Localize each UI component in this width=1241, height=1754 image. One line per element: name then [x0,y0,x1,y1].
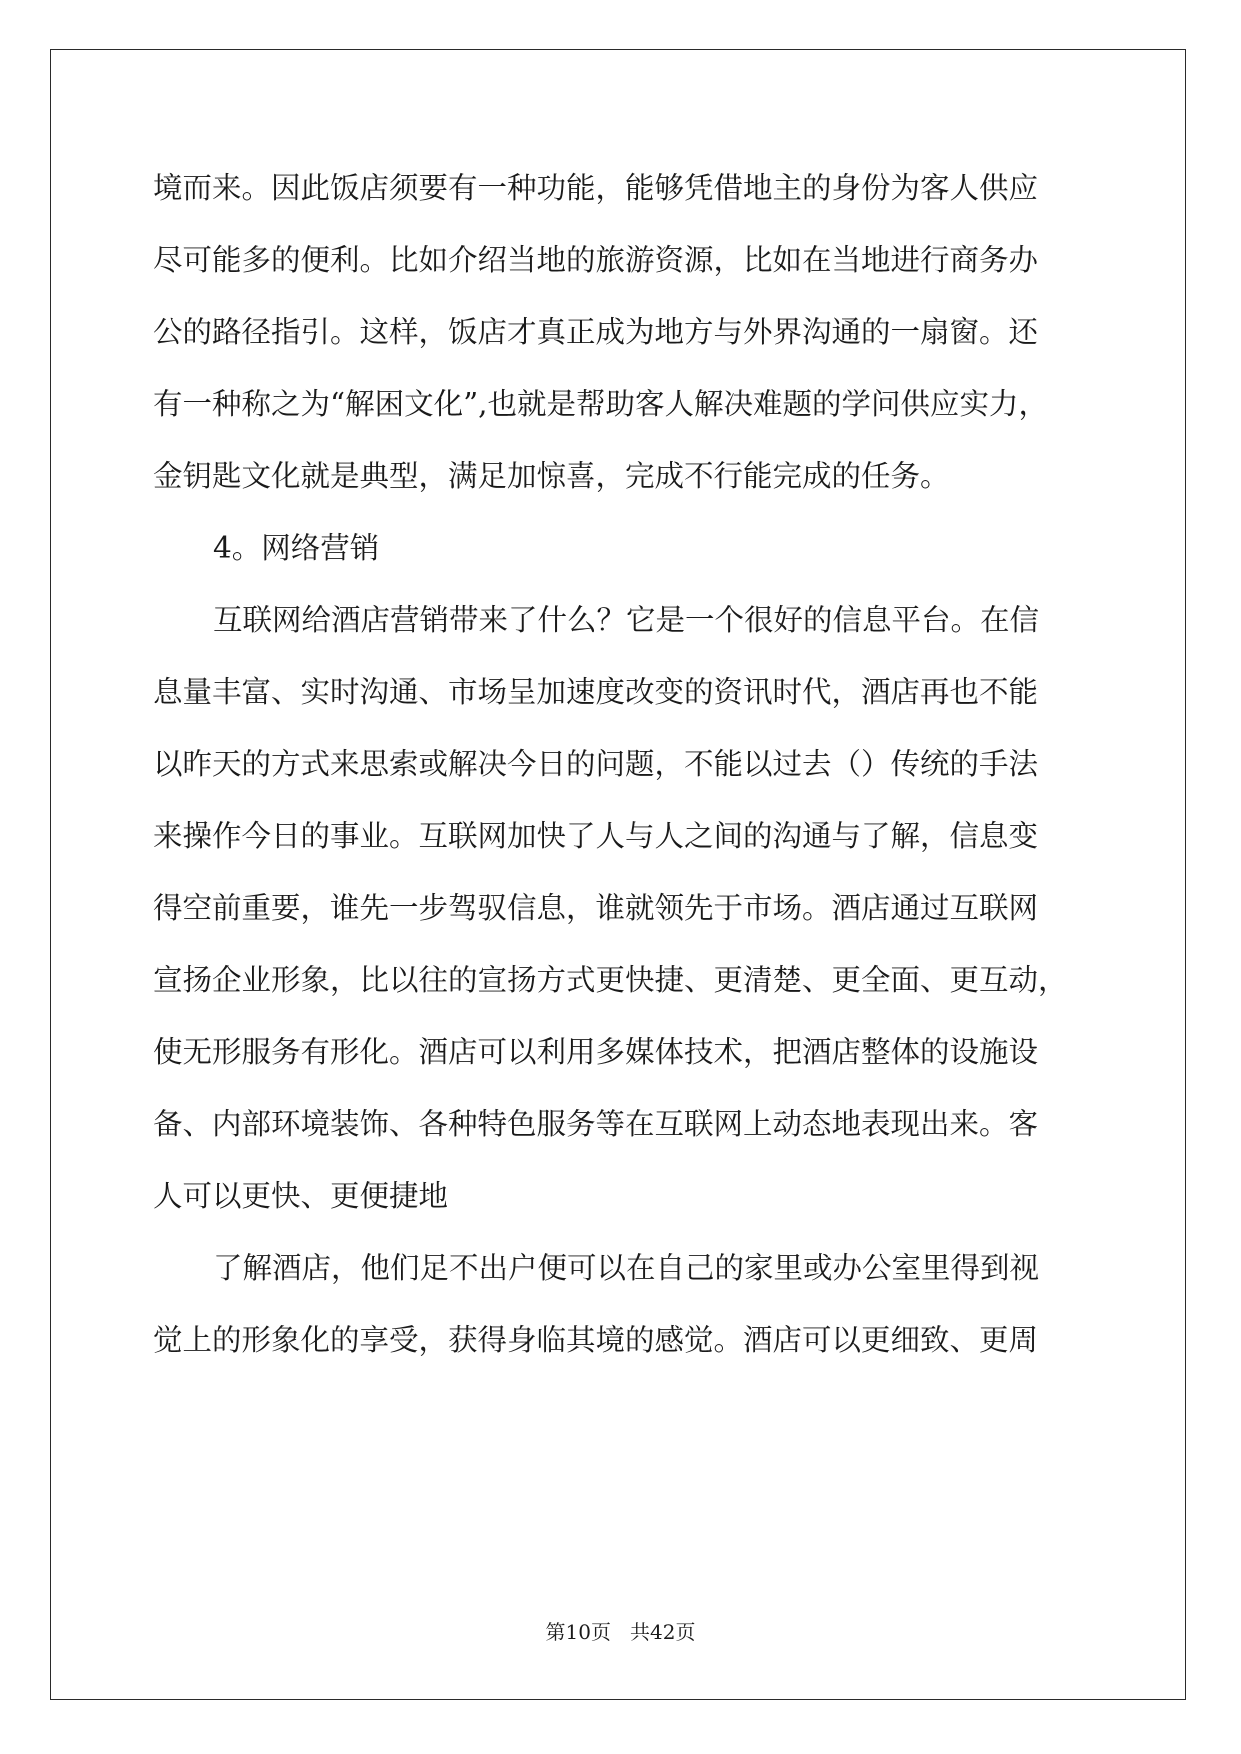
text-line: 使无形服务有形化。酒店可以利用多媒体技术，把酒店整体的设施设 [153,1035,1039,1069]
text-line: 有一种称之为“解困文化”,也就是帮助客人解决难题的学问供应实力， [153,387,1049,421]
text-line: 尽可能多的便利。比如介绍当地的旅游资源，比如在当地进行商务办 [153,243,1039,277]
text-line: 宣扬企业形象，比以往的宣扬方式更快捷、更清楚、更全面、更互动， [153,963,1068,997]
text-line: 公的路径指引。这样，饭店才真正成为地方与外界沟通的一扇窗。还 [153,315,1039,349]
text-line: 境而来。因此饭店须要有一种功能，能够凭借地主的身份为客人供应 [153,171,1039,205]
text-line: 备、内部环境装饰、各种特色服务等在互联网上动态地表现出来。客 [153,1107,1039,1141]
text-line: 来操作今日的事业。互联网加快了人与人之间的沟通与了解，信息变 [153,819,1039,853]
text-line: 互联网给酒店营销带来了什么？它是一个很好的信息平台。在信 [213,603,1040,637]
text-line: 金钥匙文化就是典型，满足加惊喜，完成不行能完成的任务。 [153,459,950,493]
text-line: 人可以更快、更便捷地 [153,1179,449,1213]
total-pages: 共42页 [630,1620,696,1644]
text-line: 息量丰富、实时沟通、市场呈加速度改变的资讯时代，酒店再也不能 [153,675,1039,709]
text-line: 得空前重要，谁先一步驾驭信息，谁就领先于市场。酒店通过互联网 [153,891,1039,925]
text-line: 了解酒店，他们足不出户便可以在自己的家里或办公室里得到视 [213,1251,1040,1285]
section-heading: 4。网络营销 [213,531,380,565]
text-line: 觉上的形象化的享受，获得身临其境的感觉。酒店可以更细致、更周 [153,1323,1039,1357]
page-footer [0,1618,1241,1646]
page-border [50,49,1186,1700]
page-number: 第10页 [545,1620,611,1644]
text-line: 以昨天的方式来思索或解决今日的问题，不能以过去（）传统的手法 [153,747,1039,781]
